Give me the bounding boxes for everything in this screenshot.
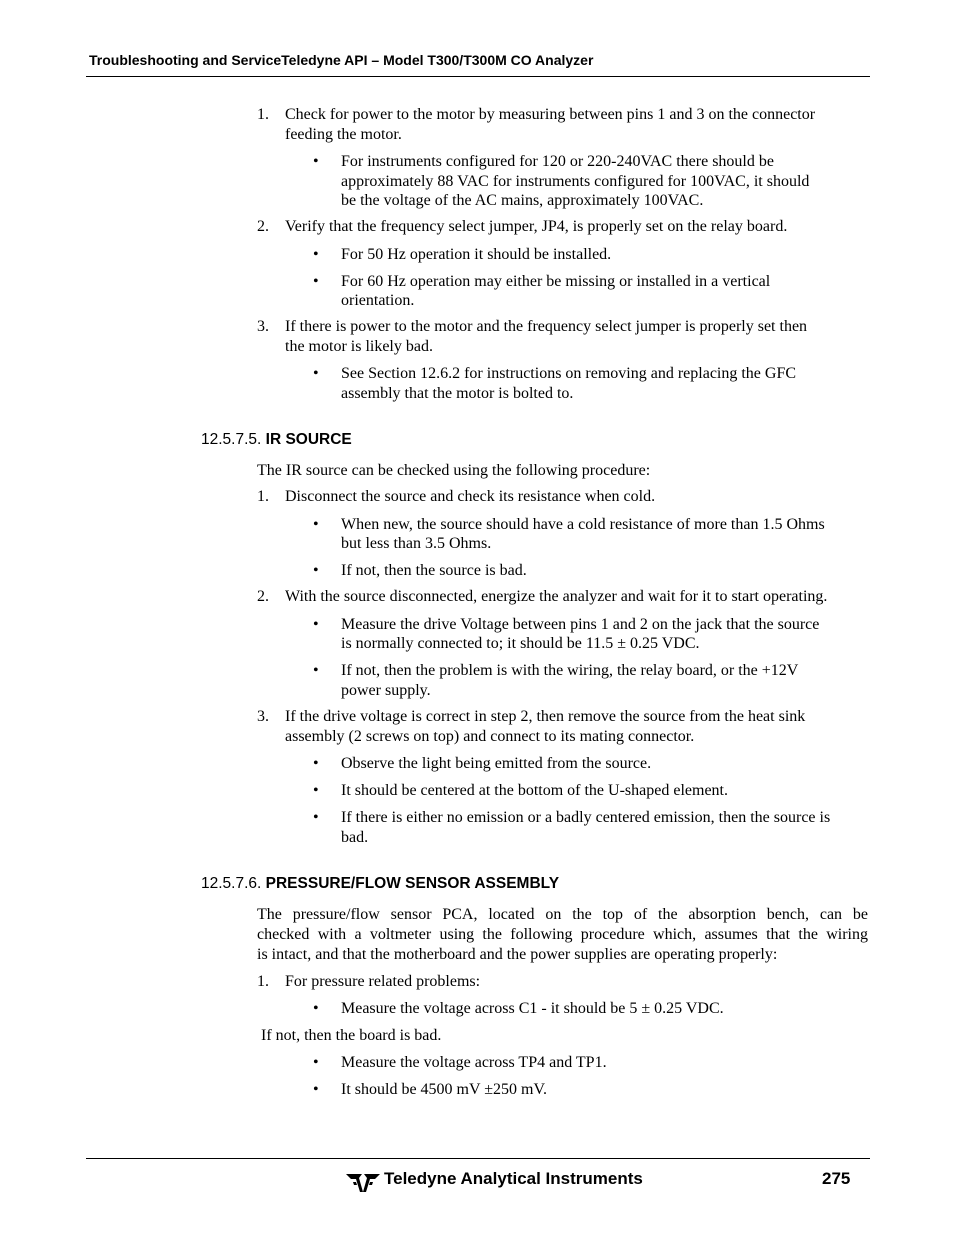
bullet-text: is normally connected to; it should be 11.5 ± 0.25 VDC. xyxy=(341,635,700,652)
page-header-title: Troubleshooting and ServiceTeledyne API – Model T300/T300M CO Analyzer xyxy=(89,52,594,68)
section-heading-ir-source xyxy=(201,431,352,449)
list-number: 3. xyxy=(257,318,269,335)
list-item-text: Disconnect the source and check its resistance when cold. xyxy=(285,488,656,505)
bullet-icon: • xyxy=(313,1054,319,1071)
bullet-icon: • xyxy=(313,516,319,533)
section-title: IR SOURCE xyxy=(265,431,352,448)
bullet-icon: • xyxy=(313,153,319,170)
list-item-text: With the source disconnected, energize the analyzer and wait for it to start operating. xyxy=(285,588,828,605)
bullet-text: bad. xyxy=(341,829,369,846)
bullet-icon: • xyxy=(313,1000,319,1017)
list-item-text: assembly (2 screws on top) and connect to its mating connector. xyxy=(285,728,695,745)
bullet-text: Measure the drive Voltage between pins 1 and 2 on the jack that the source xyxy=(341,616,820,633)
footer-page-number: 275 xyxy=(822,1169,851,1188)
bullet-icon: • xyxy=(313,616,319,633)
paragraph-line: checked with a voltmeter using the following procedure which, assumes that the wiring xyxy=(257,926,868,943)
bullet-text: It should be 4500 mV ±250 mV. xyxy=(341,1081,547,1098)
bullet-icon: • xyxy=(313,1081,319,1098)
list-number: 3. xyxy=(257,708,269,725)
bullet-text: Observe the light being emitted from the source. xyxy=(341,755,652,772)
list-item-text: If the drive voltage is correct in step 2, then remove the source from the heat sink xyxy=(285,708,806,725)
bullet-icon: • xyxy=(313,246,319,263)
list-number: 1. xyxy=(257,106,269,123)
list-item-text: the motor is likely bad. xyxy=(285,338,433,355)
bullet-text: Measure the voltage across TP4 and TP1. xyxy=(341,1054,607,1071)
section-number: 12.5.7.5. xyxy=(201,431,262,448)
bullet-icon: • xyxy=(313,755,319,772)
bullet-text: For 60 Hz operation may either be missing or installed in a vertical xyxy=(341,273,771,290)
bullet-text: When new, the source should have a cold resistance of more than 1.5 Ohms xyxy=(341,516,825,533)
bullet-text: It should be centered at the bottom of the U-shaped element. xyxy=(341,782,728,799)
list-number: 1. xyxy=(257,973,269,990)
bullet-text: assembly that the motor is bolted to. xyxy=(341,385,574,402)
bullet-text: If not, then the source is bad. xyxy=(341,562,527,579)
bullet-icon: • xyxy=(313,273,319,290)
bullet-icon: • xyxy=(313,809,319,826)
bullet-text: For instruments configured for 120 or 220-240VAC there should be xyxy=(341,153,774,170)
bullet-icon: • xyxy=(313,562,319,579)
paragraph: If not, then the board is bad. xyxy=(261,1027,442,1044)
section-number: 12.5.7.6. xyxy=(201,875,262,892)
list-item-text: If there is power to the motor and the frequency select jumper is properly set then xyxy=(285,318,808,335)
bullet-text: If not, then the problem is with the wiring, the relay board, or the +12V xyxy=(341,662,799,679)
list-item-text: Verify that the frequency select jumper, JP4, is properly set on the relay board. xyxy=(285,218,788,235)
paragraph-line: is intact, and that the motherboard and the power supplies are operating properly: xyxy=(257,946,778,963)
list-number: 2. xyxy=(257,588,269,605)
bullet-text: Measure the voltage across C1 - it should be 5 ± 0.25 VDC. xyxy=(341,1000,724,1017)
bullet-text: but less than 3.5 Ohms. xyxy=(341,535,492,552)
bullet-text: orientation. xyxy=(341,292,415,309)
bullet-text: be the voltage of the AC mains, approximately 100VAC. xyxy=(341,192,704,209)
footer-divider xyxy=(86,1158,870,1159)
section-heading-pressure-flow xyxy=(201,875,559,893)
section-title: PRESSURE/FLOW SENSOR ASSEMBLY xyxy=(265,875,560,892)
list-item-text: For pressure related problems: xyxy=(285,973,481,990)
bullet-text: For 50 Hz operation it should be installed. xyxy=(341,246,612,263)
header-divider xyxy=(86,76,870,77)
list-number: 1. xyxy=(257,488,269,505)
bullet-text: If there is either no emission or a badly centered emission, then the source is xyxy=(341,809,831,826)
list-number: 2. xyxy=(257,218,269,235)
list-item-text: feeding the motor. xyxy=(285,126,402,143)
bullet-text: approximately 88 VAC for instruments configured for 100VAC, it should xyxy=(341,173,810,190)
bullet-text: power supply. xyxy=(341,682,431,699)
list-item-text: Check for power to the motor by measuring between pins 1 and 3 on the connector xyxy=(285,106,816,123)
teledyne-logo-icon xyxy=(345,1171,381,1193)
paragraph: The IR source can be checked using the following procedure: xyxy=(257,462,651,479)
bullet-icon: • xyxy=(313,365,319,382)
paragraph-line: The pressure/flow sensor PCA, located on the top of the absorption bench, can be xyxy=(257,906,868,923)
bullet-icon: • xyxy=(313,662,319,679)
bullet-text: See Section 12.6.2 for instructions on removing and replacing the GFC xyxy=(341,365,797,382)
footer-company: Teledyne Analytical Instruments xyxy=(384,1169,643,1188)
bullet-icon: • xyxy=(313,782,319,799)
